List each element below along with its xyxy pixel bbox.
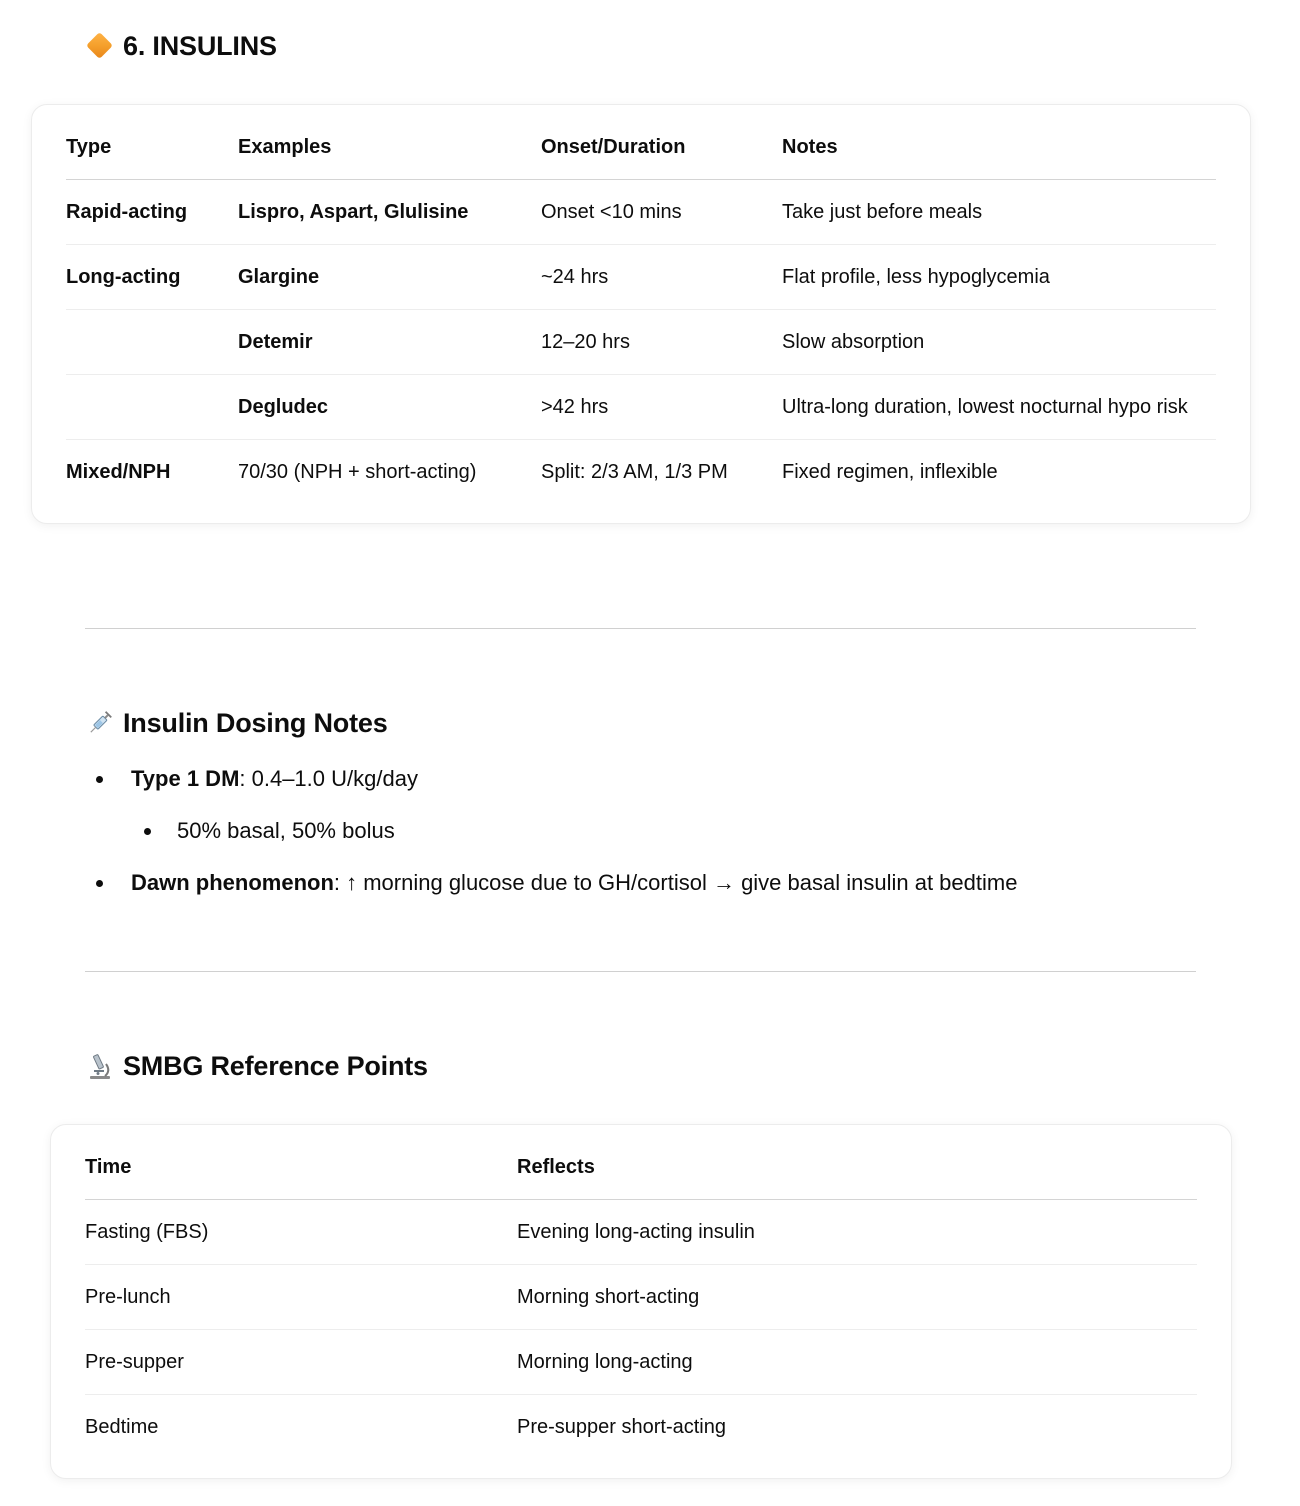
smbg-table — [85, 1135, 1197, 1459]
cell-reflects: Morning short-acting — [517, 1265, 1197, 1330]
cell-time: Bedtime — [85, 1415, 159, 1438]
cell-onset: ~24 hrs — [541, 245, 782, 310]
table-row — [66, 375, 1216, 440]
cell-examples: Lispro, Aspart, Glulisine — [238, 180, 541, 245]
syringe-icon — [85, 708, 115, 738]
bullet-icon — [96, 776, 103, 783]
cell-type — [66, 310, 238, 375]
type1-label: Type 1 DM — [131, 766, 240, 791]
table-row — [66, 310, 1216, 375]
type1-value: : 0.4–1.0 U/kg/day — [239, 766, 418, 791]
table-row — [85, 1200, 1197, 1265]
column-header-notes: Notes — [782, 115, 1216, 180]
list-item — [96, 763, 1246, 795]
cell-notes: Slow absorption — [782, 310, 1216, 375]
cell-notes: Ultra-long duration, lowest nocturnal hypo risk — [782, 375, 1216, 440]
list-item-nested — [96, 815, 1246, 847]
cell-examples: Glargine — [238, 245, 541, 310]
cell-onset: 12–20 hrs — [541, 310, 782, 375]
dawn-value: : ↑ morning glucose due to GH/cortisol → give basal insulin at bedtime — [333, 870, 1018, 895]
type1-sub: 50% basal, 50% bolus — [177, 818, 395, 843]
dosing-heading — [85, 706, 388, 740]
column-header-reflects: Reflects — [517, 1135, 1197, 1200]
cell-reflects: Pre-supper short-acting — [517, 1415, 726, 1438]
table-row — [66, 440, 1216, 505]
cell-onset: Split: 2/3 AM, 1/3 PM — [541, 460, 728, 483]
smbg-table-card — [50, 1124, 1232, 1479]
cell-time: Pre-supper — [85, 1330, 517, 1395]
section-divider — [85, 628, 1196, 629]
insulins-heading-text: 6. INSULINS — [123, 31, 277, 61]
table-row — [85, 1395, 1197, 1460]
smbg-heading — [85, 1049, 428, 1083]
smbg-heading-text: SMBG Reference Points — [123, 1051, 428, 1081]
insulins-table-header-row — [66, 115, 1216, 180]
table-row — [85, 1330, 1197, 1395]
cell-notes: Fixed regimen, inflexible — [782, 460, 998, 483]
cell-type: Long-acting — [66, 245, 238, 310]
cell-onset: Onset <10 mins — [541, 180, 782, 245]
insulins-table — [66, 115, 1216, 504]
column-header-onset-duration: Onset/Duration — [541, 115, 782, 180]
insulins-table-card — [31, 104, 1251, 524]
cell-time: Fasting (FBS) — [85, 1200, 517, 1265]
orange-diamond-icon — [85, 31, 115, 61]
column-header-time: Time — [85, 1135, 517, 1200]
cell-examples: Detemir — [238, 310, 541, 375]
cell-notes: Flat profile, less hypoglycemia — [782, 245, 1216, 310]
table-row — [66, 245, 1216, 310]
cell-reflects: Evening long-acting insulin — [517, 1200, 1197, 1265]
cell-examples: 70/30 (NPH + short-acting) — [238, 460, 477, 483]
column-header-type: Type — [66, 115, 238, 180]
cell-examples: Degludec — [238, 375, 541, 440]
cell-time: Pre-lunch — [85, 1265, 517, 1330]
dosing-heading-text: Insulin Dosing Notes — [123, 708, 388, 738]
cell-reflects: Morning long-acting — [517, 1330, 1197, 1395]
list-item — [96, 867, 1246, 899]
cell-type: Rapid-acting — [66, 180, 238, 245]
microscope-icon — [85, 1051, 115, 1081]
bullet-icon — [96, 880, 103, 887]
bullet-icon — [144, 828, 151, 835]
table-row — [66, 180, 1216, 245]
cell-notes: Take just before meals — [782, 180, 1216, 245]
smbg-table-header-row — [85, 1135, 1197, 1200]
insulins-heading — [85, 29, 277, 63]
dosing-notes-list — [96, 763, 1246, 899]
dawn-label: Dawn phenomenon — [131, 870, 334, 895]
column-header-examples: Examples — [238, 115, 541, 180]
table-row — [85, 1265, 1197, 1330]
cell-type: Mixed/NPH — [66, 460, 171, 483]
section-divider — [85, 971, 1196, 972]
cell-type — [66, 375, 238, 440]
cell-onset: >42 hrs — [541, 375, 782, 440]
